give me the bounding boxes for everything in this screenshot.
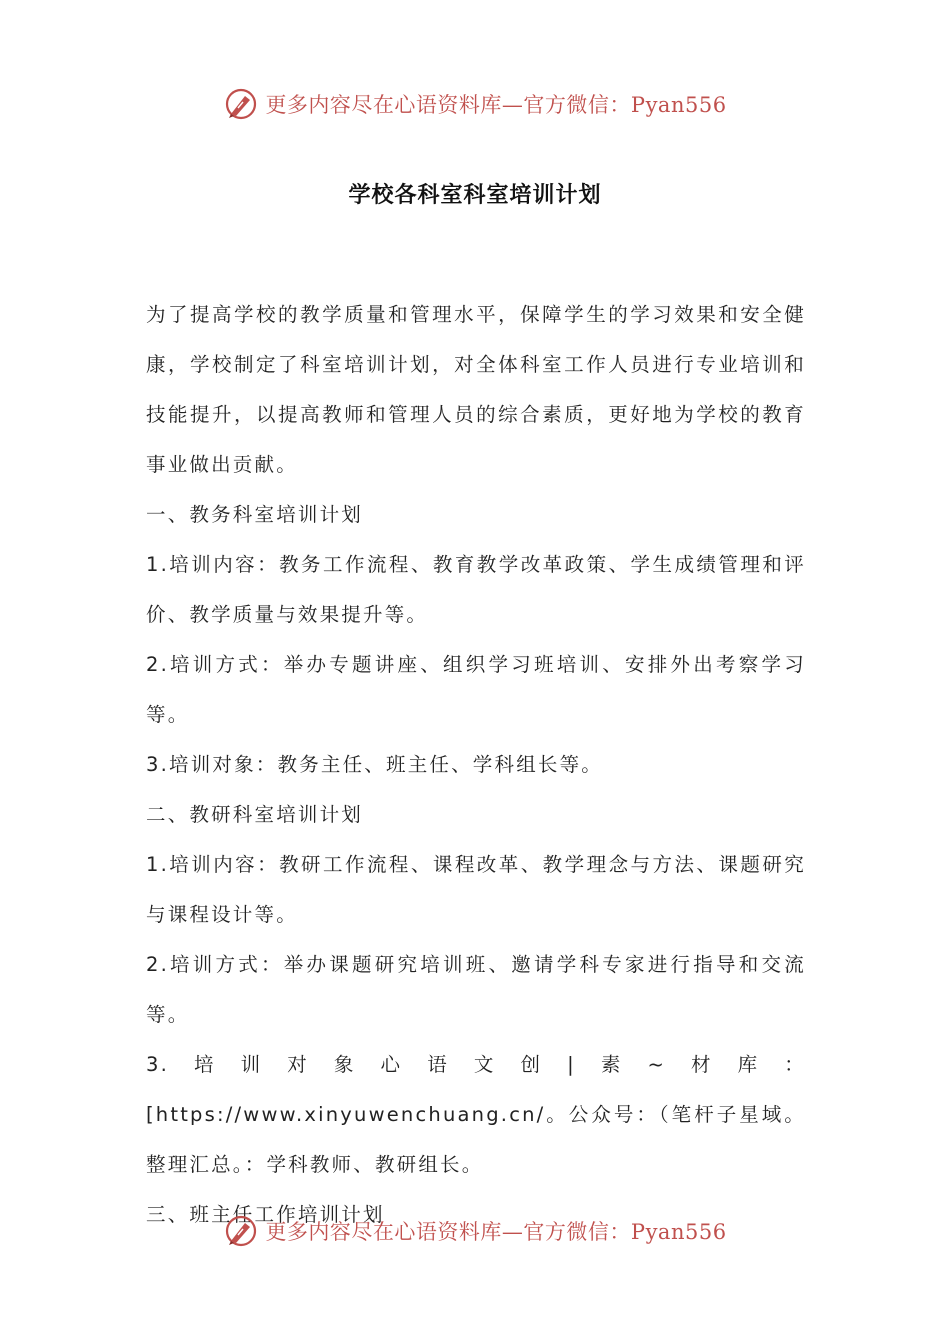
section-heading: 二、教研科室培训计划 — [146, 803, 364, 826]
document-title: 学校各科室科室培训计划 — [348, 183, 602, 208]
banner-text: 更多内容尽在心语资料库—官方微信：Pyan556 — [265, 93, 727, 117]
pen-nib-logo-icon — [223, 86, 259, 122]
list-item: 3.培训对象：教务主任、班主任、学科组长等。 — [146, 753, 604, 776]
list-item: 1.培训内容：教研工作流程、课程改革、教学理念与方法、课题研究与课程设计等。 — [146, 853, 806, 926]
list-item: 2.培训方式：举办课题研究培训班、邀请学科专家进行指导和交流等。 — [146, 953, 806, 1026]
footer-banner — [0, 1207, 950, 1255]
banner-text: 更多内容尽在心语资料库—官方微信：Pyan556 — [265, 1220, 727, 1244]
header-banner — [0, 80, 950, 128]
list-item: 3.培训对象心语文创|素~材库：[https://www.xinyuwenchuang.cn/。公众号：（笔杆子星域。整理汇总。：学科教师、教研组长。 — [146, 1053, 806, 1176]
list-item: 2.培训方式：举办专题讲座、组织学习班培训、安排外出考察学习等。 — [146, 653, 806, 726]
pen-nib-logo-icon — [223, 1213, 259, 1249]
section-heading: 三、班主任工作培训计划 — [146, 1203, 385, 1226]
list-item: 1.培训内容：教务工作流程、教育教学改革政策、学生成绩管理和评价、教学质量与效果提升等。 — [146, 553, 806, 626]
document-body — [146, 290, 806, 1240]
section-heading: 一、教务科室培训计划 — [146, 503, 364, 526]
intro-paragraph: 为了提高学校的教学质量和管理水平，保障学生的学习效果和安全健康，学校制定了科室培训计划，对全体科室工作人员进行专业培训和技能提升，以提高教师和管理人员的综合素质，更好地为学校的教育事业做出贡献。 — [146, 303, 806, 476]
